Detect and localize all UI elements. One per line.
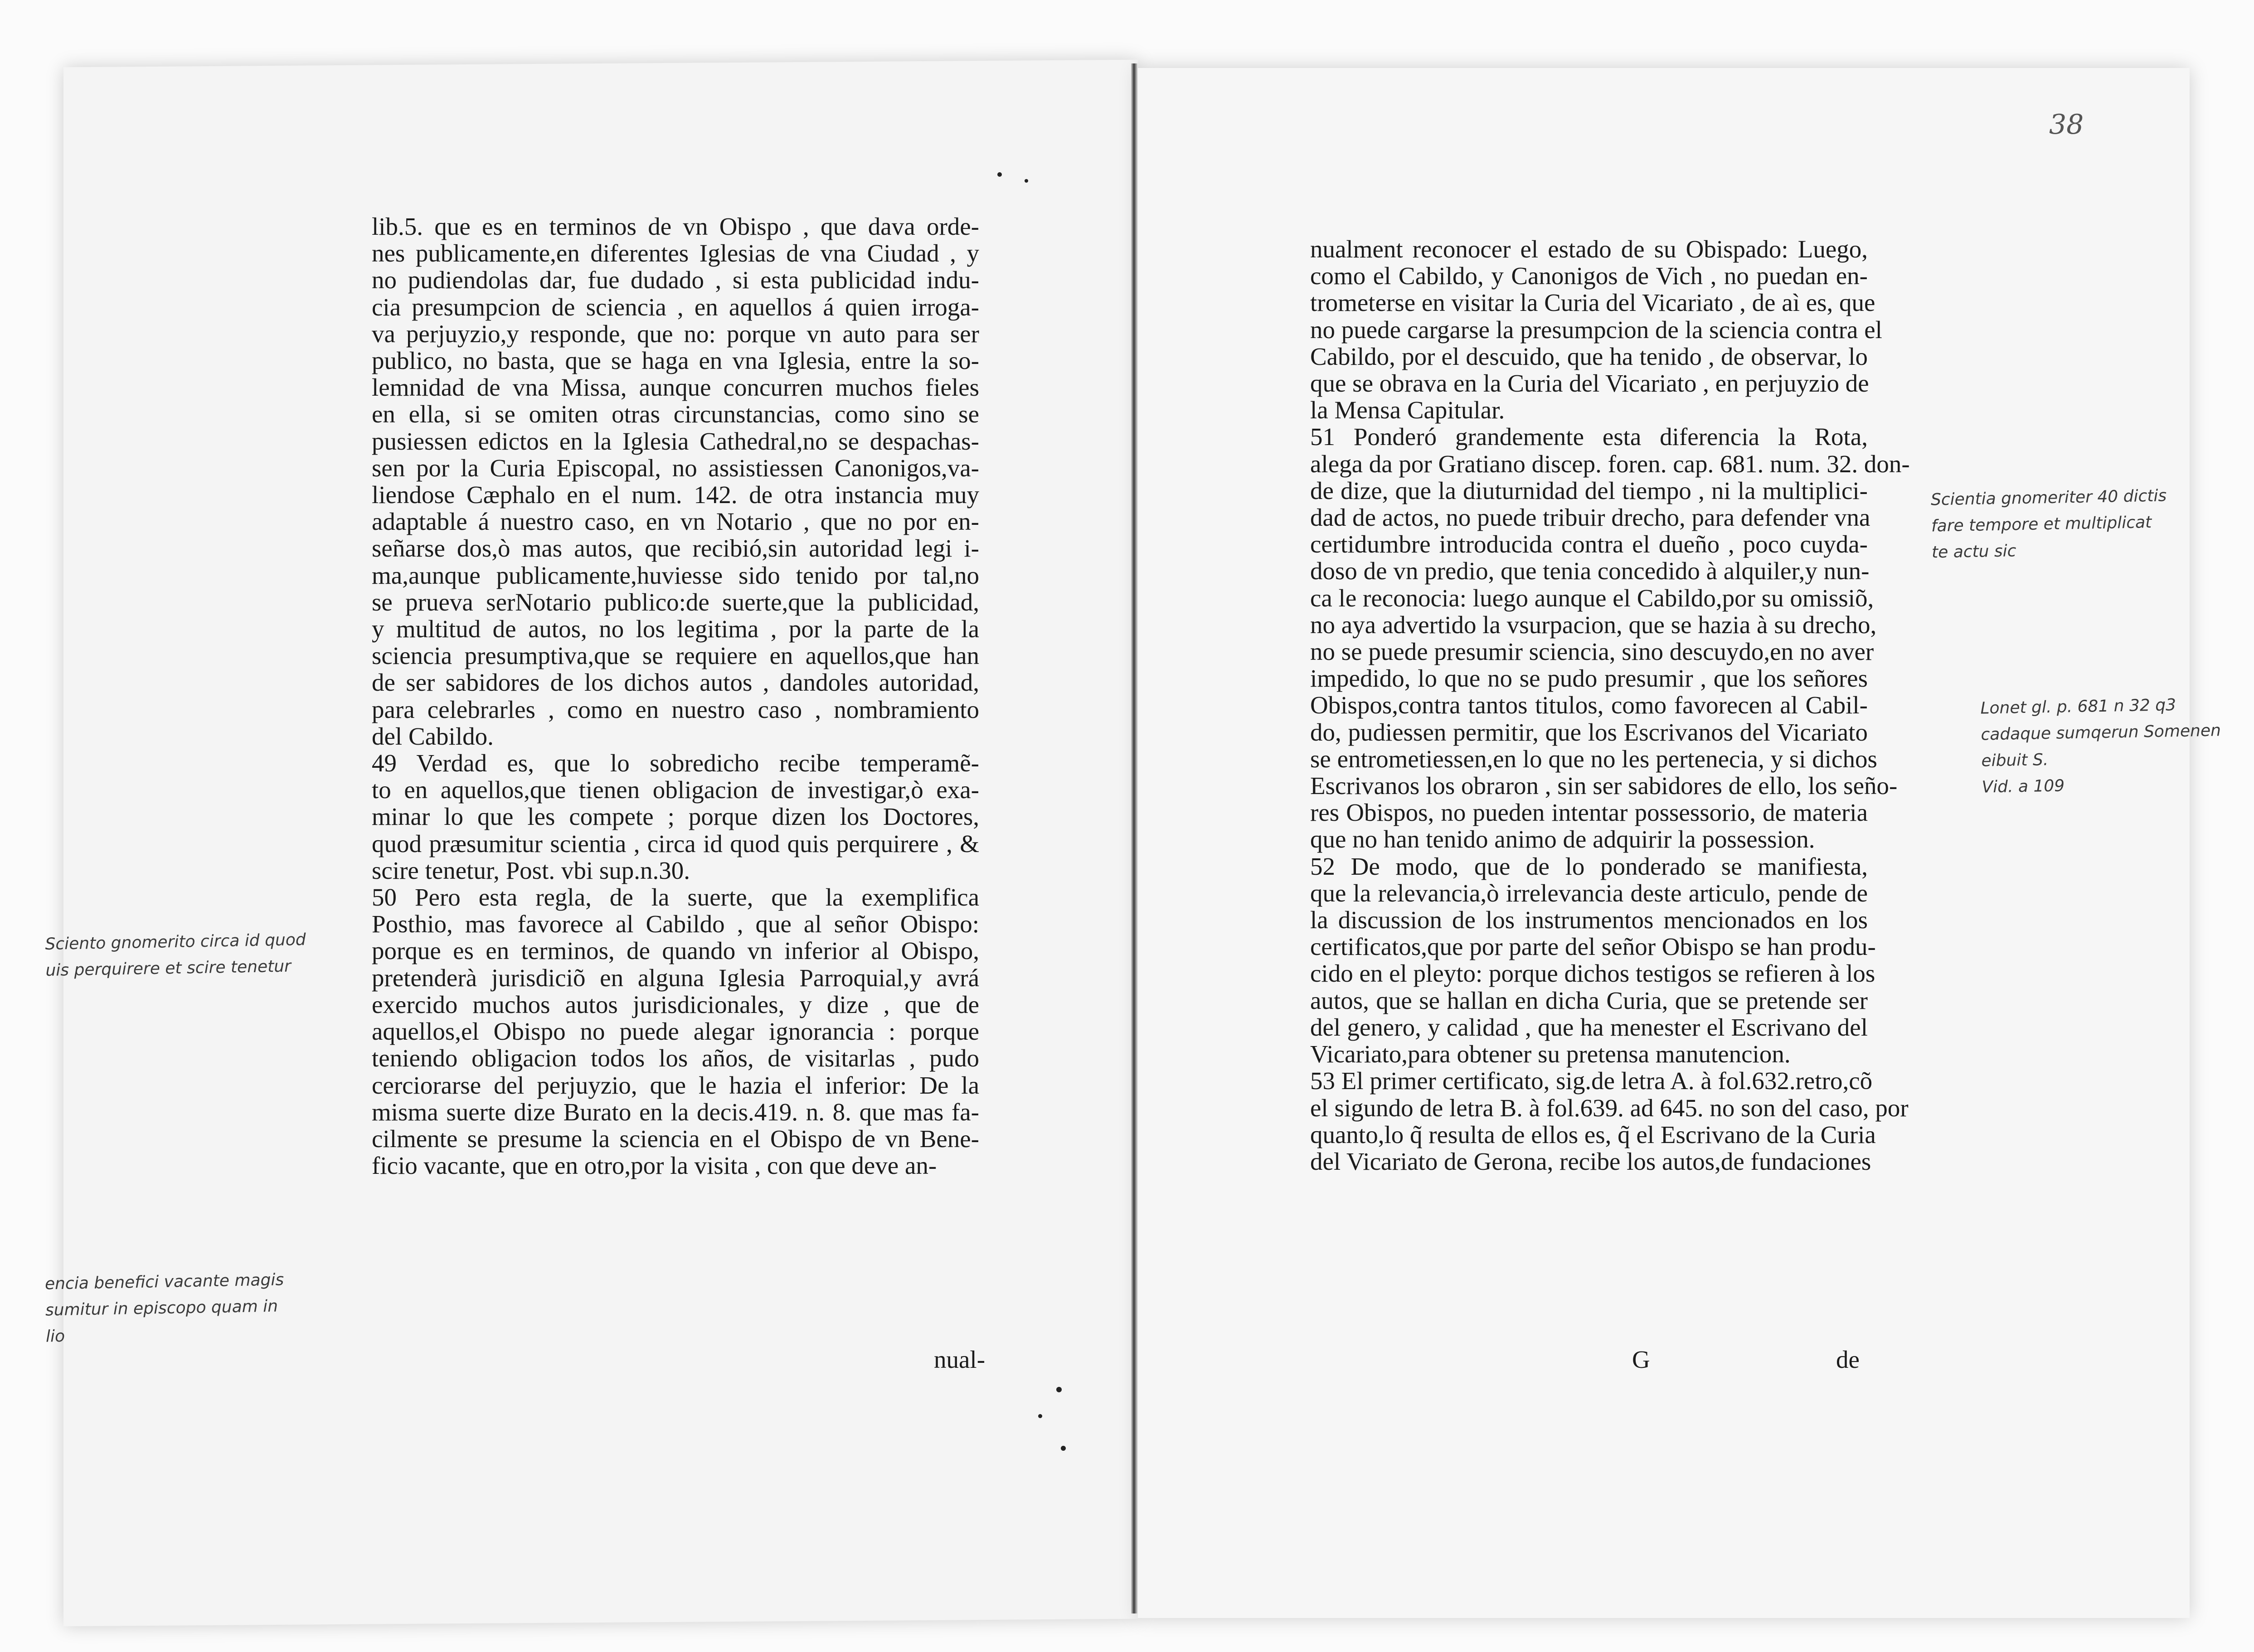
text-line: do, pudiessen permitir, que los Escrivanos del Vicariato [1310,718,1868,746]
catchword-right: de [1836,1346,1860,1373]
text-line: va perjuyzio,y responde, que no: porque vn auto para ser [372,320,979,348]
text-line: exercido muchos autos jurisdicionales, y dize , que de [372,990,979,1018]
text-line: sciencia presumptiva,que se requiere en aquellos,que han [372,642,979,670]
text-line: no puede cargarse la presumpcion de la sciencia contra el [1310,315,1882,344]
text-line: 52 De modo, que de lo ponderado se manifiesta, [1310,852,1868,880]
text-line: el sigundo de letra B. à fol.639. ad 645. no son del caso, por [1310,1094,1909,1122]
text-line: y multitud de autos, no los legitima , por la parte de la [372,615,979,643]
margin-note-right-1 [1931,483,2168,566]
text-line: dad de actos, no puede tribuir drecho, para defender vna [1310,504,1870,532]
text-line: nualment reconocer el estado de su Obispado: Luego, [1310,235,1868,263]
text-line: ficio vacante, que en otro,por la visita , con que deve an- [372,1152,937,1180]
text-line: liendose Cæphalo en el num. 142. de otra instancia muy [372,481,979,509]
text-line: no aya advertido la vsurpacion, que se hazia à su drecho, [1310,610,1877,639]
note-line: Lonet gl. p. 681 n 32 q3 [1980,696,2176,718]
text-line: minar lo que les compete ; porque dizen los Doctores, [372,803,979,831]
text-line: certificatos,que por parte del señor Obispo se han produ- [1310,933,1876,961]
text-line: 53 El primer certificato, sig.de letra A. à fol.632.retro,cõ [1310,1067,1873,1095]
text-line: de ser sabidores de los dichos autos , dandoles autoridad, [372,669,979,697]
ink-speck [1056,1387,1062,1392]
ink-speck [1025,179,1028,183]
catchword-left: nual- [934,1346,986,1373]
text-line: 49 Verdad es, que lo sobredicho recibe temperamẽ- [372,749,979,777]
text-line: que no han tenido animo de adquirir la possession. [1310,825,1815,853]
text-line: pusiessen edictos en la Iglesia Cathedral,no se despachas- [372,427,979,455]
text-line: adaptable á nuestro caso, en vn Notario , que no por en- [372,508,979,536]
signature-mark: G [1632,1346,1650,1373]
text-line: cerciorarse del perjuyzio, que le hazia el inferior: De la [372,1071,979,1099]
text-line: para celebrarles , como en nuestro caso , nombramiento [372,695,979,723]
text-line: nes publicamente,en diferentes Iglesias de vna Ciudad , y [372,239,979,267]
note-line: encia benefici vacante magis [44,1270,284,1294]
margin-note-left-1 [45,927,306,984]
text-line: 51 Ponderó grandemente esta diferencia la Rota, [1310,423,1868,451]
text-line: pretenderà jurisdiciõ en alguna Iglesia Parroquial,y avrá [372,964,979,992]
text-line: lemnidad de vna Missa, aunque concurren muchos fieles [372,373,979,402]
note-line: eibuit S. [1981,751,2049,770]
text-line: alega da por Gratiano discep. foren. cap. 681. num. 32. don- [1310,450,1910,478]
text-line: Cabildo, por el descuido, que ha tenido , de observar, lo [1310,342,1868,370]
text-line: trometerse en visitar la Curia del Vicariato , de aì es, que [1310,289,1875,317]
note-line: sumitur in episcopo quam in [45,1297,278,1320]
text-line: autos, que se hallan en dicha Curia, que se pretende ser [1310,986,1868,1014]
text-line: publico, no basta, que se haga en vna Iglesia, entre la so- [372,347,979,375]
text-line: no pudiendolas dar, fue dudado , si esta publicidad indu- [372,266,979,294]
text-line: 50 Pero esta regla, de la suerte, que la exemplifica [372,883,979,911]
text-line: quod præsumitur scientia , circa id quod quis perquirere , & [372,829,979,857]
book-gutter [1131,63,1137,1613]
text-line: cilmente se presume la sciencia en el Obispo de vn Bene- [372,1124,979,1153]
text-line: del genero, y calidad , que ha menester el Escrivano del [1310,1013,1868,1041]
text-line: ca le reconocia: luego aunque el Cabildo,por su omissiõ, [1310,584,1874,612]
margin-note-right-2 [1980,691,2222,800]
right-page-text [1310,235,1910,1175]
left-page-text [372,213,979,1179]
note-line: uis perquirere et scire tenetur [45,957,291,980]
text-line: del Vicariato de Gerona, recibe los autos,de fundaciones [1310,1147,1871,1175]
text-line: de dize, que la diuturnidad del tiempo , ni la multiplici- [1310,476,1868,504]
text-line: Escrivanos los obraron , sin ser sabidores de ello, los seño- [1310,772,1898,800]
text-line: doso de vn predio, que tenia concedido à alquiler,y nun- [1310,557,1870,585]
note-line: Scientia gnomeriter 40 dictis [1930,486,2167,509]
text-line: se prueva serNotario publico:de suerte,que la publicidad, [372,588,979,616]
ink-speck [1061,1446,1066,1451]
note-line: te actu sic [1931,542,2016,562]
text-line: la discussion de los instrumentos mencionados en los [1310,906,1868,934]
text-line: misma suerte dize Burato en la decis.419. n. 8. que mas fa- [372,1098,979,1126]
text-line: cido en el pleyto: porque dichos testigos se refieren à los [1310,959,1875,988]
text-line: se entrometiessen,en lo que no les pertenecia, y si dichos [1310,745,1877,773]
note-line: Vid. a 109 [1982,776,2065,797]
text-line: del Cabildo. [372,722,494,750]
text-line: como el Cabildo, y Canonigos de Vich , no puedan en- [1310,262,1868,290]
text-line: que se obrava en la Curia del Vicariato , en perjuyzio de [1310,369,1869,397]
text-line: Posthio, mas favorece al Cabildo , que al señor Obispo: [372,910,979,938]
text-line: cia presumpcion de sciencia , en aquellos á quien irroga- [372,293,979,321]
folio-number: 38 [2049,109,2084,140]
text-line: en ella, si se omiten otras circunstancias, como sino se [372,400,979,428]
note-line: fare tempore et multiplicat [1931,513,2152,536]
text-line: scire tenetur, Post. vbi sup.n.30. [372,856,690,884]
text-line: impedido, lo que no se pudo presumir , que los señores [1310,664,1868,693]
text-line: Vicariato,para obtener su pretensa manutencion. [1310,1040,1791,1068]
text-line: certidumbre introducida contra el dueño , poco cuyda- [1310,530,1868,558]
note-line: Sciento gnomerito circa id quod [45,930,306,954]
text-line: res Obispos, no pueden intentar possessorio, de materia [1310,799,1868,827]
text-line: no se puede presumir sciencia, sino descuydo,en no aver [1310,638,1874,666]
note-line: lio [45,1327,65,1346]
text-line: porque es en terminos, de quando vn inferior al Obispo, [372,937,979,965]
text-line: to en aquellos,que tienen obligacion de investigar,ò exa- [372,776,979,804]
ink-speck [1038,1414,1042,1418]
text-line: que la relevancia,ò irrelevancia deste articulo, pende de [1310,879,1868,907]
text-line: señarse dos,ò mas autos, que recibió,sin autoridad legi i- [372,534,979,562]
text-line: ma,aunque publicamente,huviesse sido tenido por tal,no [372,561,979,589]
text-line: teniendo obligacion todos los años, de visitarlas , pudo [372,1044,979,1072]
text-line: sen por la Curia Episcopal, no assistiessen Canonigos,va- [372,454,979,482]
note-line: cadaque sumqerun Somenen [1981,721,2221,744]
text-line: la Mensa Capitular. [1310,396,1505,424]
text-line: lib.5. que es en terminos de vn Obispo , que dava orde- [372,213,979,240]
text-line: Obispos,contra tantos titulos, como favorecen al Cabil- [1310,691,1868,719]
text-line: quanto,lo q̃ resulta de ellos es, q̃ el Escrivano de la Curia [1310,1120,1876,1148]
text-line: aquellos,el Obispo no puede alegar ignorancia : porque [372,1017,979,1046]
ink-speck [997,172,1002,177]
margin-note-left-2 [45,1267,285,1350]
